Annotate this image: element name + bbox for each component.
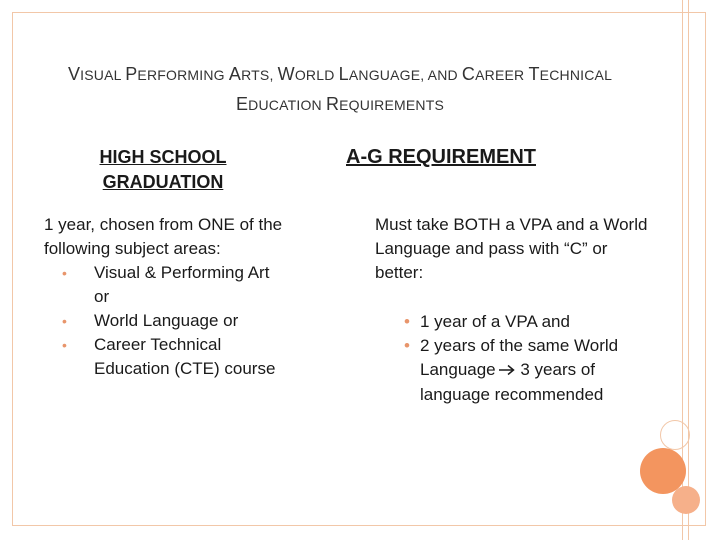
title-capital: V xyxy=(67,64,81,84)
left-bullet-item xyxy=(44,333,284,381)
title-capital: R xyxy=(325,94,340,114)
right-bullet-text: 1 year of a VPA and xyxy=(420,312,570,331)
title-capital: L xyxy=(338,64,349,84)
right-arrow-text: 3 years of language recommended xyxy=(420,360,604,404)
right-bullet-item xyxy=(404,334,664,407)
left-bullet-text: Visual & Performing Art or xyxy=(94,263,270,306)
bullet-icon: • xyxy=(404,312,410,331)
left-heading-line-2: GRADUATION xyxy=(102,172,224,192)
right-bullet-text: 2 years of the same World Language xyxy=(420,336,619,379)
bullet-icon: • xyxy=(62,265,67,281)
bullet-icon: • xyxy=(404,336,410,355)
right-heading: A-G REQUIREMENT xyxy=(346,146,536,168)
title-line-2 xyxy=(20,90,660,120)
left-bullet-text: Career Technical Education (CTE) course xyxy=(94,335,276,378)
decorative-circle-outline xyxy=(660,420,690,450)
left-bullet-item xyxy=(44,261,284,309)
title-capital: P xyxy=(125,64,138,84)
right-body xyxy=(404,310,664,407)
bullet-icon: • xyxy=(62,337,67,353)
left-intro: 1 year, chosen from ONE of the following subject areas: xyxy=(44,215,283,258)
title-word-rest: RTS, xyxy=(241,67,278,83)
title-word-rest: DUCATION xyxy=(248,97,326,113)
title-capital: E xyxy=(235,94,249,114)
title-word-rest: ANGUAGE, AND xyxy=(348,67,462,83)
title-word-rest: ISUAL xyxy=(80,67,126,83)
title-word-rest: AREER xyxy=(475,67,529,83)
left-body xyxy=(44,213,284,381)
title-line-1 xyxy=(20,60,660,90)
left-heading xyxy=(88,145,238,195)
slide-title xyxy=(20,60,660,120)
decorative-line xyxy=(688,0,689,540)
left-bullet-item xyxy=(44,309,284,333)
title-capital: A xyxy=(228,64,242,84)
left-heading-line-1: HIGH SCHOOL xyxy=(99,147,227,167)
title-capital: C xyxy=(461,64,476,84)
right-intro: Must take BOTH a VPA and a World Language and pass with “C” or better: xyxy=(375,215,648,282)
title-word-rest: ECHNICAL xyxy=(539,67,613,83)
title-capital: T xyxy=(528,64,540,84)
title-capital: W xyxy=(277,64,295,84)
decorative-circle-small xyxy=(672,486,700,514)
title-word-rest: ORLD xyxy=(294,67,339,83)
arrow-icon xyxy=(498,359,516,383)
right-bullet-item xyxy=(404,310,664,334)
left-bullet-text: World Language or xyxy=(94,311,239,330)
title-word-rest: ERFORMING xyxy=(137,67,229,83)
title-word-rest: EQUIREMENTS xyxy=(339,97,445,113)
bullet-icon: • xyxy=(62,313,67,329)
right-bullet-list xyxy=(404,310,664,407)
left-bullet-list xyxy=(44,261,284,381)
